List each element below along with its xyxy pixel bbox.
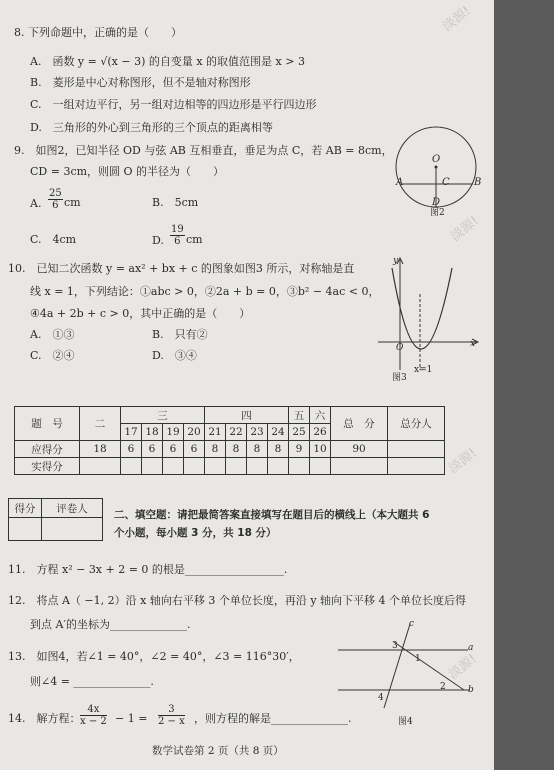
score-table-due-cell: 8 <box>226 441 247 458</box>
q8-option-c: C. 一组对边平行，另一组对边相等的四边形是平行四边形 <box>30 98 317 111</box>
fig2-label-a: A <box>396 177 404 188</box>
score-table-section-5: 五 <box>289 407 310 424</box>
score-table-due-grader <box>388 441 445 458</box>
score-table-number: 17 <box>121 424 142 441</box>
q9-option-d-unit: cm <box>186 233 203 246</box>
fig4-label-b: b <box>468 685 474 695</box>
score-table-due-total: 90 <box>331 441 388 458</box>
score-table-due-section2: 18 <box>80 441 121 458</box>
q14-fraction-left: $\frac{4x}{x - 2}$ <box>80 704 107 727</box>
q10-line2: 线 x = 1，下列结论：①abc > 0，②2a + b = 0，③b² − 4ac < 0， <box>30 285 380 298</box>
score-table-got-cell[interactable] <box>121 458 142 475</box>
score-table-got-cell[interactable] <box>268 458 289 475</box>
score-table-number: 26 <box>310 424 331 441</box>
q9-option-a-label: A. <box>30 197 42 210</box>
grader-box <box>8 498 103 541</box>
score-table-got-cell[interactable] <box>247 458 268 475</box>
q14-suffix: ，则方程的解是______________. <box>194 712 352 725</box>
q9-option-a-fraction: $\frac{25}{6}$ <box>49 188 62 211</box>
score-table-number: 20 <box>184 424 205 441</box>
grader-box-reviewer-label: 评卷人 <box>42 499 103 518</box>
score-table-due-cell: 6 <box>142 441 163 458</box>
score-table-number: 23 <box>247 424 268 441</box>
score-table-due-cell: 8 <box>205 441 226 458</box>
watermark: 淡源! <box>445 651 480 683</box>
fig2-label-o: O <box>432 154 441 165</box>
score-table-section-2: 二 <box>80 407 121 441</box>
figure-3-parabola <box>372 254 484 378</box>
grader-box-score-label: 得分 <box>9 499 42 518</box>
fig4-caption: 图4 <box>398 717 413 727</box>
fig3-label-y: y <box>393 256 399 266</box>
fig4-label-1: 1 <box>415 654 421 664</box>
score-table-number: 19 <box>163 424 184 441</box>
score-table-number: 18 <box>142 424 163 441</box>
fig3-label-x: x <box>470 339 476 349</box>
q8-stem: 8. 下列命题中，正确的是（ ） <box>14 26 182 39</box>
score-table-number: 21 <box>205 424 226 441</box>
grader-box-score-cell[interactable] <box>9 518 42 541</box>
fig2-label-c: C <box>442 177 450 188</box>
fig2-label-d: D <box>432 197 441 208</box>
score-table-got-cell[interactable] <box>184 458 205 475</box>
score-table-number: 24 <box>268 424 289 441</box>
fig4-label-3: 3 <box>392 641 398 651</box>
q9-line1: 9. 如图2，已知半径 OD 与弦 AB 互相垂直，垂足为点 C，若 AB = 8cm， <box>14 144 393 157</box>
score-table-got-cell[interactable] <box>226 458 247 475</box>
score-table-number: 25 <box>289 424 310 441</box>
q8-option-d: D. 三角形的外心到三角形的三个顶点的距离相等 <box>30 121 273 134</box>
score-table-due-cell: 10 <box>310 441 331 458</box>
fig4-label-2: 2 <box>440 682 446 692</box>
score-table-due-cell: 9 <box>289 441 310 458</box>
watermark: 淡源! <box>445 445 480 477</box>
q9-line2: CD = 3cm，则圆 O 的半径为（ ） <box>30 165 225 178</box>
score-table-due-cell: 8 <box>247 441 268 458</box>
q10-option-c: C. ②④ <box>30 349 75 362</box>
q12-line1: 12. 将点 A（ −1, 2）沿 x 轴向右平移 3 个单位长度，再沿 y 轴向下平移 4 个单位长度后得 <box>8 594 467 607</box>
score-table-grader-header: 总分人 <box>388 407 445 441</box>
q13-line1: 13. 如图4，若∠1 = 40°，∠2 = 40°，∠3 = 116°30′， <box>8 650 300 663</box>
fig4-label-c: c <box>409 619 415 629</box>
score-table-due-cell: 6 <box>121 441 142 458</box>
q10-option-b: B. 只有② <box>152 328 208 341</box>
q9-option-a-unit: cm <box>64 196 81 209</box>
score-table-got-cell[interactable] <box>205 458 226 475</box>
q14-middle: − 1 = <box>115 712 148 725</box>
fig3-axis-label: x=1 <box>414 365 433 375</box>
score-table-got-cell[interactable] <box>142 458 163 475</box>
grader-box-reviewer-cell[interactable] <box>42 518 103 541</box>
score-table-section-4: 四 <box>205 407 289 424</box>
fig3-caption: 图3 <box>392 373 407 383</box>
q9-option-c: C. 4cm <box>30 233 77 246</box>
score-table-got-cell[interactable] <box>80 458 121 475</box>
score-table-due-cell: 6 <box>163 441 184 458</box>
score-table-header-number: 题 号 <box>15 407 80 441</box>
q14-fraction-right: $\frac{3}{2 - x}$ <box>158 704 185 727</box>
score-table-number: 22 <box>226 424 247 441</box>
q11-text: 11. 方程 x² − 3x + 2 = 0 的根是__________________. <box>8 563 288 576</box>
score-table-got-grader[interactable] <box>388 458 445 475</box>
fig4-label-4: 4 <box>378 693 384 703</box>
q12-line2: 到点 A′的坐标为______________. <box>30 618 191 631</box>
page-footer: 数学试卷第 2 页（共 8 页） <box>152 745 284 757</box>
score-table-section-6: 六 <box>310 407 331 424</box>
q13-line2: 则∠4 = ______________. <box>30 675 154 688</box>
fig2-label-b: B <box>474 177 482 188</box>
score-table-got-cell[interactable] <box>310 458 331 475</box>
score-table-got-cell[interactable] <box>289 458 310 475</box>
score-table-got-total[interactable] <box>331 458 388 475</box>
fig4-label-a: a <box>468 643 474 653</box>
watermark: 淡源! <box>439 3 474 35</box>
q10-line1: 10. 已知二次函数 y = ax² + bx + c 的图象如图3 所示，对称轴是直 <box>8 262 355 275</box>
fig2-caption: 图2 <box>430 208 445 218</box>
q9-option-b: B. 5cm <box>152 196 199 209</box>
score-table-got-label: 实得分 <box>15 458 80 475</box>
q8-option-a: A. 函数 y = √(x − 3) 的自变量 x 的取值范围是 x > 3 <box>30 55 305 68</box>
q10-option-a: A. ①③ <box>30 328 75 341</box>
q8-option-b: B. 菱形是中心对称图形，但不是轴对称图形 <box>30 76 251 89</box>
fig3-label-origin: O <box>396 343 404 353</box>
score-table <box>14 406 445 475</box>
score-table-total-header: 总 分 <box>331 407 388 441</box>
section-heading-line2: 个小题，每小题 3 分，共 18 分） <box>114 527 277 539</box>
watermark: 淡源! <box>447 213 482 245</box>
q9-option-d-label: D. <box>152 234 164 247</box>
q10-option-d: D. ③④ <box>152 349 197 362</box>
score-table-section-3: 三 <box>121 407 205 424</box>
score-table-due-cell: 6 <box>184 441 205 458</box>
score-table-got-cell[interactable] <box>163 458 184 475</box>
q14-prefix: 14. 解方程： <box>8 712 81 725</box>
q10-line3: ④4a + 2b + c > 0，其中正确的是（ ） <box>30 307 251 320</box>
score-table-due-cell: 8 <box>268 441 289 458</box>
score-table-due-label: 应得分 <box>15 441 80 458</box>
q9-option-d-fraction: $\frac{19}{6}$ <box>171 224 184 247</box>
section-heading-line1: 二、填空题：请把最简答案直接填写在题目后的横线上（本大题共 6 <box>114 509 430 521</box>
